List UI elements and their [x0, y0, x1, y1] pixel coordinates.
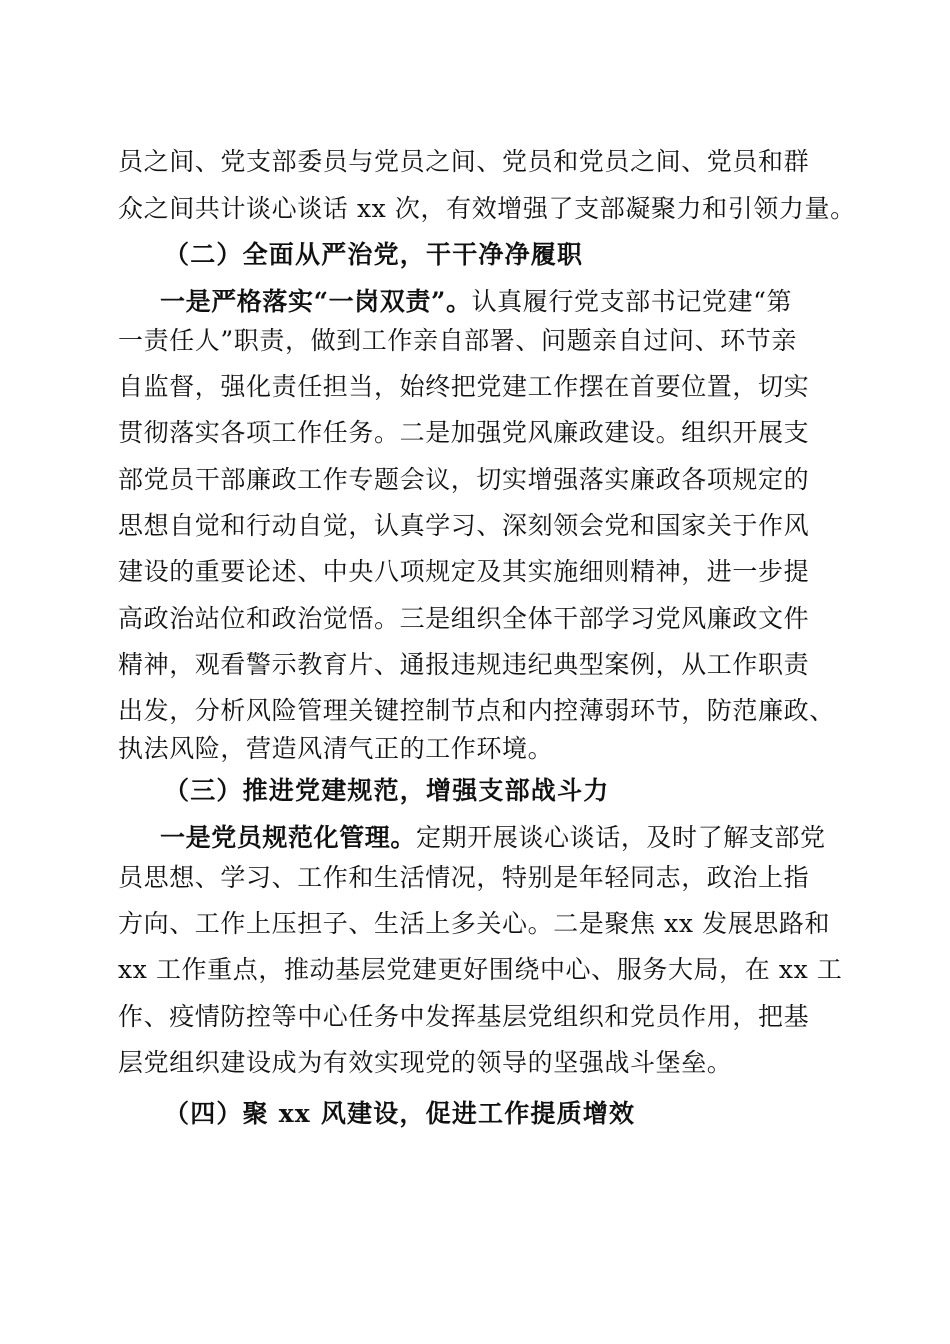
lead-sentence: 一是党员规范化管理。 — [160, 823, 417, 852]
paragraph-line: 一责任人”职责，做到工作亲自部署、问题亲自过问、环节亲 — [118, 326, 797, 355]
paragraph-line: 思想自觉和行动自觉，认真学习、深刻领会党和国家关于作风 — [118, 511, 810, 540]
paragraph-line — [0, 821, 950, 855]
section-heading-2: （二）全面从严治党，干干净净履职 — [164, 240, 584, 269]
paragraph-line: 高政治站位和政治觉悟。三是组织全体干部学习党风廉政文件 — [118, 604, 810, 633]
paragraph-line: 层党组织建设成为有效实现党的领导的坚强战斗堡垒。 — [118, 1048, 733, 1077]
paragraph-line: 作、疫情防控等中心任务中发挥基层党组织和党员作用，把基 — [118, 1002, 810, 1031]
paragraph-line: 建设的重要论述、中央八项规定及其实施细则精神，进一步提 — [118, 557, 810, 586]
lead-sentence: 一是严格落实“一岗双责”。 — [160, 287, 472, 316]
paragraph-text: 定期开展谈心谈话，及时了解支部党 — [416, 823, 826, 852]
paragraph-line: 执法风险，营造风清气正的工作环境。 — [118, 734, 554, 763]
paragraph-line: 精神，观看警示教育片、通报违规违纪典型案例，从工作职责 — [118, 650, 810, 679]
paragraph-line: 方向、工作上压担子、生活上多关心。二是聚焦 xx 发展思路和 — [118, 909, 831, 938]
paragraph-line: 员之间、党支部委员与党员之间、党员和党员之间、党员和群 — [118, 147, 810, 176]
paragraph-line: xx 工作重点，推动基层党建更好围绕中心、服务大局，在 xx 工 — [118, 955, 843, 984]
paragraph-line — [0, 285, 950, 319]
paragraph-line: 出发，分析风险管理关键控制节点和内控薄弱环节，防范廉政、 — [118, 696, 835, 725]
paragraph-line: 贯彻落实各项工作任务。二是加强党风廉政建设。组织开展支 — [118, 418, 810, 447]
paragraph-line: 员思想、学习、工作和生活情况，特别是年轻同志，政治上指 — [118, 863, 810, 892]
section-heading-3: （三）推进党建规范，增强支部战斗力 — [164, 776, 610, 805]
paragraph-line: 部党员干部廉政工作专题会议，切实增强落实廉政各项规定的 — [118, 465, 810, 494]
section-heading-4: （四）聚 xx 风建设，促进工作提质增效 — [164, 1099, 636, 1128]
paragraph-line: 众之间共计谈心谈话 xx 次，有效增强了支部凝聚力和引领力量。 — [118, 194, 856, 223]
paragraph-line: 自监督，强化责任担当，始终把党建工作摆在首要位置，切实 — [118, 372, 810, 401]
paragraph-text: 认真履行党支部书记党建“第 — [471, 287, 793, 316]
